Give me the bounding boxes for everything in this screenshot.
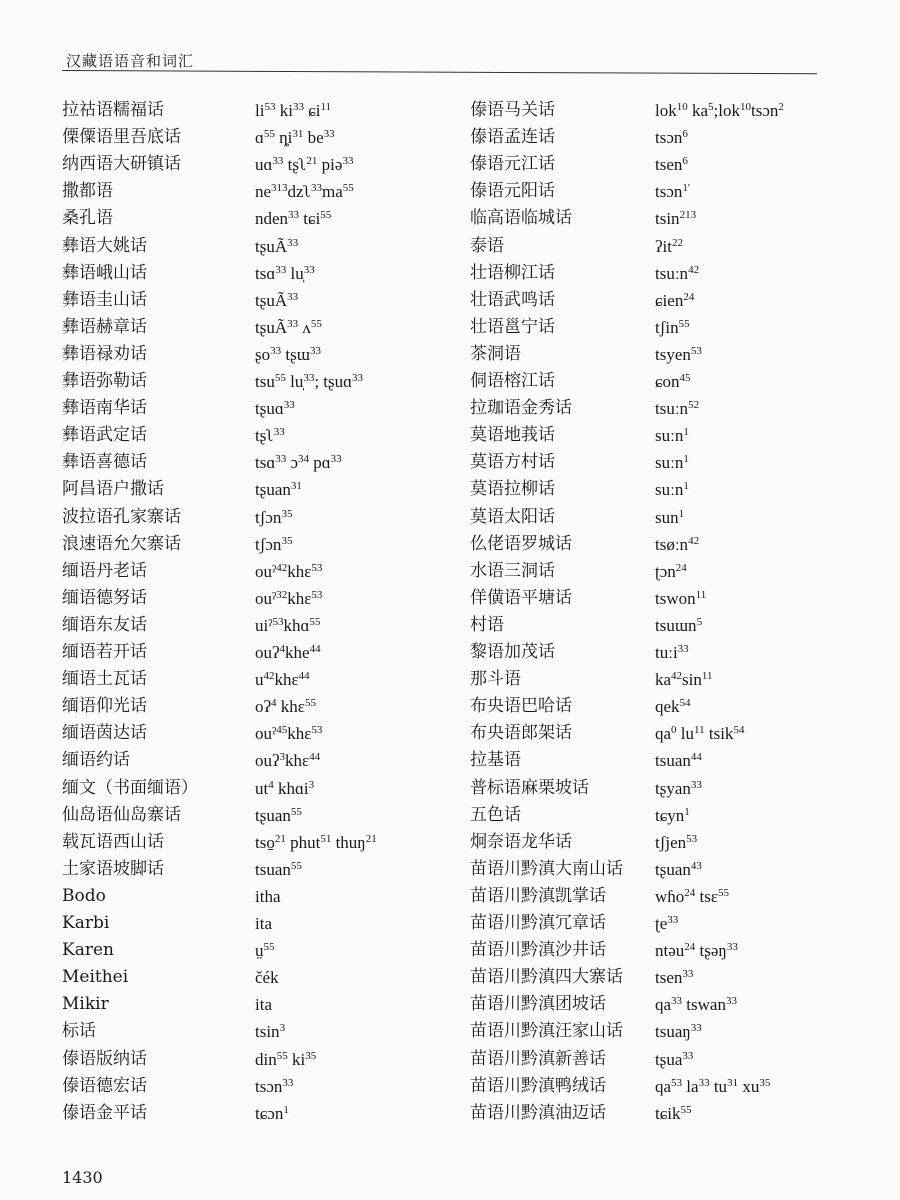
word-form: tʂyan$^{33}$	[655, 778, 702, 798]
language-name: 苗语川黔滇鸭绒话	[470, 1075, 606, 1096]
word-form: ɑ$^{55}$ $ȵi^{31}$ $be^{33}$	[255, 128, 335, 148]
language-name: 傣语元江话	[470, 154, 555, 175]
language-name: 泰语	[470, 235, 504, 256]
word-form: tsen$^6$	[655, 155, 688, 175]
language-name: 彝语南华话	[62, 398, 147, 419]
language-name: 壮语邕宁话	[470, 316, 555, 337]
language-name: 苗语川黔滇冗章话	[470, 913, 606, 933]
language-name: 彝语弥勒话	[62, 371, 147, 391]
word-form: ʈɔn$^{24}$	[655, 561, 687, 581]
word-form: ouʔ$^3$khɛ$^{44}$	[255, 751, 321, 771]
word-form: ɕien$^{24}$	[655, 290, 695, 310]
word-form: tsuːn$^{52}$	[655, 399, 700, 419]
language-name: 莫语太阳话	[470, 506, 555, 527]
language-name: 彝语峨山话	[62, 262, 147, 283]
word-form: tuːi$^{33}$	[655, 643, 689, 662]
word-form: tɕik$^{55}$	[655, 1103, 692, 1123]
language-name: Meithei	[62, 967, 129, 988]
word-form: tso̱$^{21}$ phut$^{51}$ thuŋ$^{21}$	[255, 832, 377, 852]
language-name: Karbi	[62, 913, 110, 933]
word-form: tsuan$^{44}$	[655, 751, 702, 771]
language-name: 缅语土瓦话	[62, 669, 147, 690]
word-form: tʃɔn$^{35}$	[255, 507, 293, 527]
language-name: Mikir	[62, 994, 109, 1015]
language-name: 布央语巴哈话	[470, 696, 572, 717]
language-name: 佯僙语平塘话	[470, 587, 572, 608]
word-form: tsuɯn$^5$	[655, 615, 703, 635]
word-form: suːn$^1$	[655, 426, 689, 446]
word-form: qek$^{54}$	[655, 697, 691, 717]
word-form: tsɔn$^{33}$	[255, 1076, 294, 1096]
word-form: tsuan$^{55}$	[255, 859, 302, 879]
word-form: tswon$^{11}$	[655, 588, 707, 608]
word-form: ntəu$^{24}$ tʂəŋ$^{33}$	[655, 941, 738, 961]
word-form: tsen$^{33}$	[655, 968, 694, 988]
header-rule	[62, 70, 817, 74]
language-name: 标话	[62, 1021, 96, 1042]
word-form: tɕɔn$^1$	[255, 1103, 289, 1123]
language-name: 傣语德宏话	[62, 1075, 147, 1096]
language-name: 布央语郎架话	[470, 723, 572, 744]
language-name: 苗语川黔滇油迈话	[470, 1102, 606, 1123]
language-name: 缅语茵达话	[62, 723, 147, 744]
language-name: 彝语武定话	[62, 425, 147, 446]
word-form: tʃjen$^{53}$	[655, 832, 698, 852]
word-form: $qa^0$ $lu^{11}$ tsik$^{54}$	[655, 724, 745, 744]
language-name: 缅语东友话	[62, 614, 147, 635]
word-form: ṳ$^{55}$	[255, 941, 275, 961]
word-form: $qa^{53}$ $la^{33}$ $tu^{31}$ $xu^{35}$	[655, 1076, 771, 1096]
word-form: $li^{53}$ $ki^{33}$ ɕi$^{11}$	[255, 101, 332, 120]
language-name: 拉祜语糯福话	[62, 100, 164, 120]
word-form: tʃin$^{55}$	[655, 317, 690, 337]
language-name: 彝语喜德话	[62, 452, 147, 473]
word-form: $ka^{42}\sin^{11}$	[655, 670, 713, 690]
language-name: 纳西语大研镇话	[62, 154, 181, 175]
language-name: 苗语川黔滇四大寨话	[470, 967, 623, 988]
word-form: itha	[255, 886, 281, 906]
language-name: 苗语川黔滇团坡话	[470, 994, 606, 1015]
word-form: ouˀ$^{45}$khɛ$^{53}$	[255, 724, 323, 744]
language-name: 村语	[470, 614, 504, 635]
word-form: tsøːn$^{42}$	[655, 534, 700, 554]
language-name: 莫语拉柳话	[470, 479, 555, 500]
word-form: suːn$^1$	[655, 453, 689, 473]
language-name: 浪速语允欠寨话	[62, 533, 181, 554]
word-form: tʂua$^{33}$	[655, 1049, 694, 1069]
language-name: 缅语若开话	[62, 642, 147, 662]
word-form: oʔ$^4$ khɛ$^{55}$	[255, 697, 316, 717]
word-form: nden$^{33}$ tɕi$^{55}$	[255, 209, 332, 229]
language-name: 彝语大姚话	[62, 235, 147, 256]
running-header: 汉藏语语音和词汇	[66, 52, 195, 70]
language-name: 波拉语孔家寨话	[62, 506, 181, 527]
language-name: 苗语川黔滇新善话	[470, 1048, 606, 1069]
word-form: tsɔn$^{1'}$	[655, 182, 690, 202]
language-name: 苗语川黔滇大南山话	[470, 858, 623, 879]
language-name: 载瓦语西山话	[62, 831, 164, 852]
word-form: sun$^1$	[655, 507, 685, 527]
word-form: tʂuan$^{31}$	[255, 480, 302, 500]
word-form: $u^{42}khɛ^{44}$	[255, 670, 310, 690]
language-name: 苗语川黔滇汪家山话	[470, 1021, 623, 1042]
word-form: suːn$^1$	[655, 480, 689, 500]
word-form: $ne^{313}dzʅ^{33}ma^{55}$	[255, 182, 354, 202]
language-name: 傣语马关话	[470, 100, 555, 120]
word-form: ouʔ$^4$khe$^{44}$	[255, 643, 321, 662]
word-form: tɕyn$^1$	[655, 805, 690, 825]
language-name: 莫语地莪话	[470, 425, 555, 446]
word-form: tsin$^{213}$	[655, 209, 697, 229]
language-name: 壮语柳江话	[470, 262, 555, 283]
language-name: 缅语丹老话	[62, 560, 147, 581]
word-form: tsu$^{55}$ lu̩$^{33}$; tʂuɑ$^{33}$	[255, 372, 364, 391]
page-number: 1430	[62, 1168, 103, 1187]
word-form: tʂuan$^{43}$	[655, 859, 702, 879]
word-form: din$^{55}$ $ki^{35}$	[255, 1049, 317, 1069]
word-form: ʔit$^{22}$	[655, 236, 683, 256]
word-form: ʂo$^{33}$ tʂɯ$^{33}$	[255, 344, 321, 364]
word-form: tʂuɑ$^{33}$	[255, 399, 295, 419]
language-name: 阿昌语户撒话	[62, 479, 164, 500]
language-name: 傣语金平话	[62, 1102, 147, 1123]
word-form: tʂuÃ$^{33}$	[255, 290, 299, 310]
language-name: 苗语川黔滇沙井话	[470, 940, 606, 961]
word-form: ɕon$^{45}$	[655, 372, 691, 391]
word-form: tsuaŋ$^{33}$	[655, 1022, 702, 1042]
language-name: 拉珈语金秀话	[470, 398, 572, 419]
language-name: 傣语元阳话	[470, 181, 555, 202]
language-name: 茶洞语	[470, 343, 521, 364]
language-name: Bodo	[62, 885, 106, 906]
word-form: tsɔn$^6$	[655, 128, 688, 148]
word-form: ouˀ$^{32}$khɛ$^{53}$	[255, 588, 323, 608]
language-name: 土家语坡脚话	[62, 858, 164, 879]
language-name: 彝语禄劝话	[62, 343, 147, 364]
language-name: 傣语孟连话	[470, 127, 555, 148]
language-name: 临高语临城话	[470, 208, 572, 229]
word-form: $qa^{33}$ tswan$^{33}$	[655, 995, 737, 1015]
language-name: 侗语榕江话	[470, 371, 555, 391]
word-form: uiˀ$^{53}$khɑ$^{55}$	[255, 615, 321, 635]
language-name: 缅文（书面缅语）	[62, 777, 198, 798]
language-name: 彝语赫章话	[62, 316, 147, 337]
language-name: 炯奈语龙华话	[470, 831, 572, 852]
language-name: 仙岛语仙岛寨话	[62, 804, 181, 825]
language-name: 桑孔语	[62, 208, 113, 229]
language-name: 缅语德努话	[62, 587, 147, 608]
word-form: tsin$^3$	[255, 1022, 286, 1042]
word-form: $ut^4$ khɑi$^3$	[255, 778, 315, 798]
language-name: 缅语约话	[62, 750, 130, 771]
language-name: 傣语版纳话	[62, 1048, 147, 1069]
word-form: tsyen$^{53}$	[655, 344, 702, 364]
language-name: 拉基语	[470, 750, 521, 771]
language-name: 莫语方村话	[470, 452, 555, 473]
language-name: 仫佬语罗城话	[470, 533, 572, 554]
word-form: ouˀ$^{42}$khɛ$^{53}$	[255, 561, 323, 581]
language-name: 彝语圭山话	[62, 289, 147, 310]
word-form: lok$^{10}$ $ka^5;lok^{10}tsɔn^2$	[655, 101, 784, 120]
word-form: tsɑ$^{33}$ lu̩$^{33}$	[255, 263, 315, 283]
word-form: ita	[255, 995, 272, 1015]
language-name: 缅语仰光话	[62, 696, 147, 717]
language-name: Karen	[62, 940, 114, 961]
language-name: 那斗语	[470, 669, 521, 690]
language-name: 五色话	[470, 804, 521, 825]
language-name: 普标语麻栗坡话	[470, 777, 589, 798]
word-form: tʂuÃ$^{33}$ ʌ$^{55}$	[255, 317, 322, 337]
word-form: ita	[255, 914, 272, 933]
word-form: tʃɔn$^{35}$	[255, 534, 293, 554]
word-form: tʂʅ$^{33}$	[255, 426, 285, 446]
word-form: ʈe$^{33}$	[655, 914, 679, 933]
language-name: 傈僳语里吾底话	[62, 127, 181, 148]
word-form: tʂuan$^{55}$	[255, 805, 302, 825]
language-name: 黎语加茂话	[470, 642, 555, 662]
language-name: 壮语武鸣话	[470, 289, 555, 310]
word-form: uɑ$^{33}$ tʂʅ$^{21}$ piə$^{33}$	[255, 155, 354, 175]
language-name: 苗语川黔滇凯掌话	[470, 885, 606, 906]
word-form: tsɑ$^{33}$ ɔ$^{34}$ pɑ$^{33}$	[255, 453, 342, 473]
language-name: 撒都语	[62, 181, 113, 202]
word-form: čék	[255, 968, 279, 988]
word-form: tsuːn$^{42}$	[655, 263, 700, 283]
word-form: wɦo$^{24}$ tsɛ$^{55}$	[655, 886, 730, 906]
word-form: tʂuÃ$^{33}$	[255, 236, 299, 256]
language-name: 水语三洞话	[470, 560, 555, 581]
